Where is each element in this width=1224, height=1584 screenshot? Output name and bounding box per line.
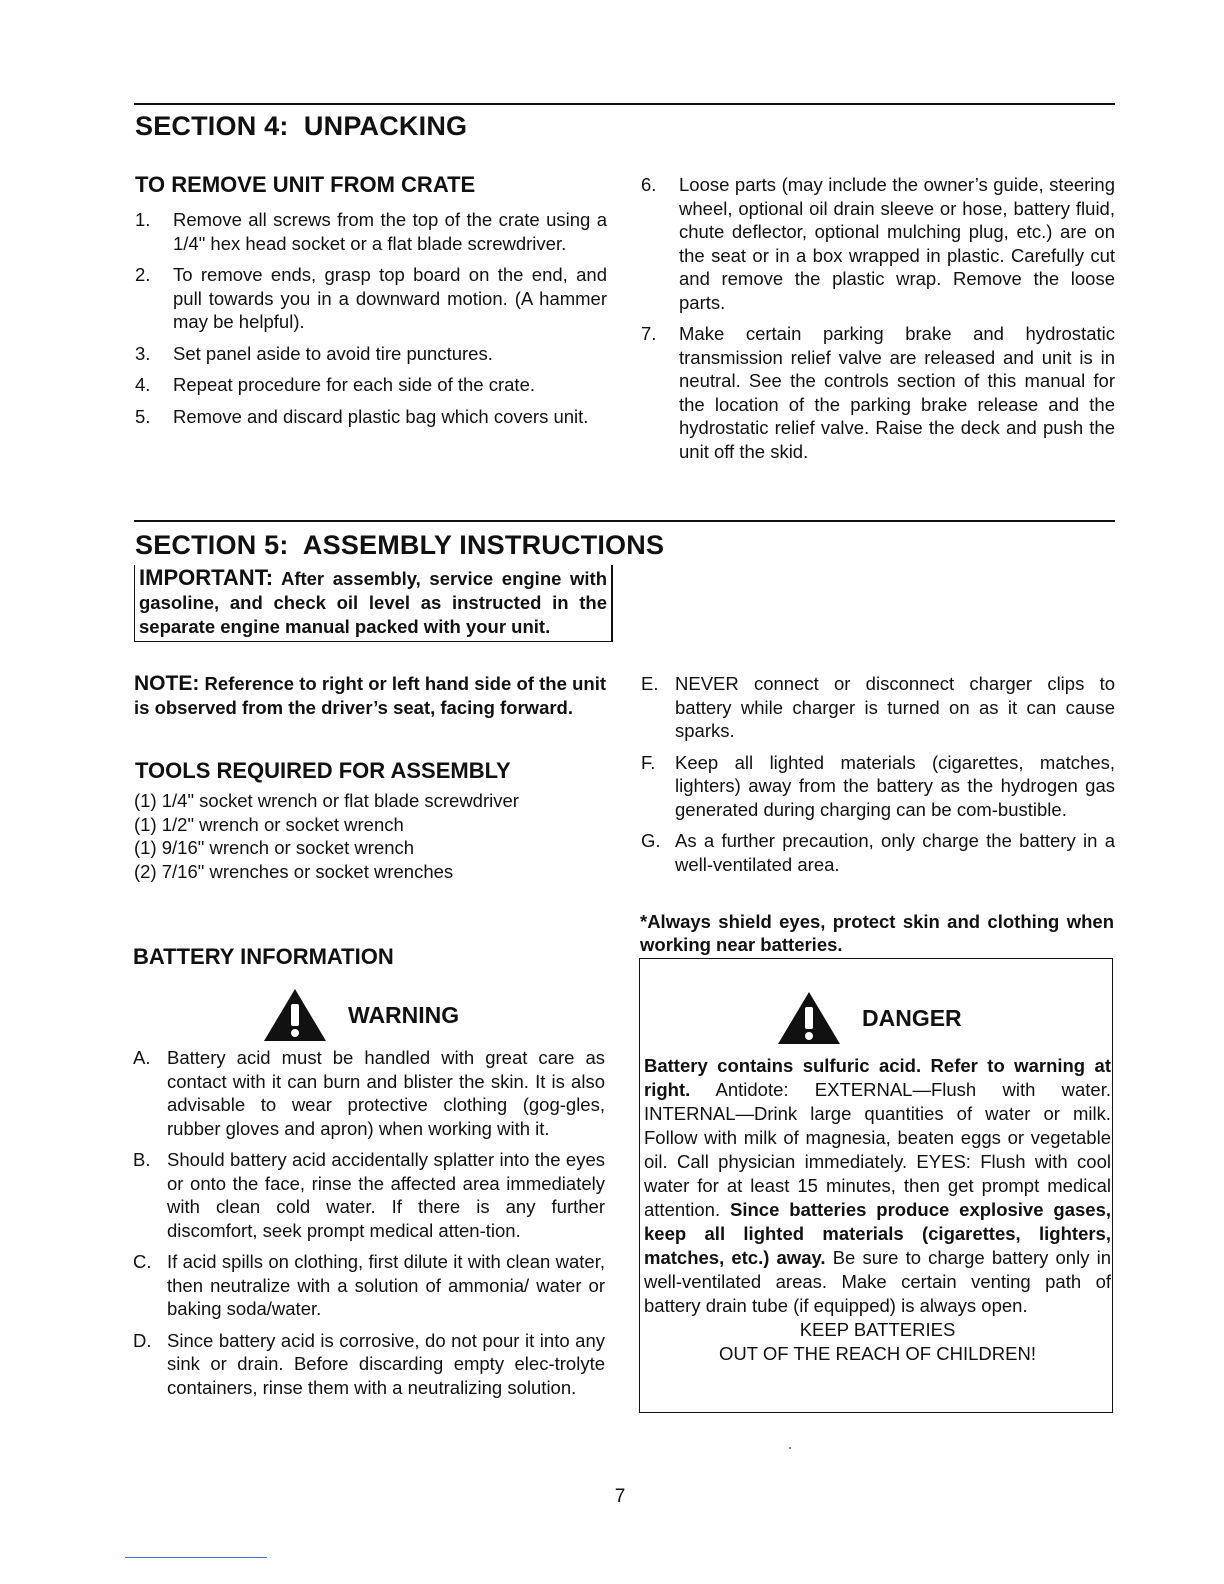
list-text: Since battery acid is corrosive, do not pour it into any sink or drain. Before discarding empty elec-trolyte containers, rinse them with a neutralizing solution. — [167, 1329, 605, 1398]
list-marker: 1. — [135, 209, 151, 230]
list-marker: D. — [133, 1329, 152, 1351]
keep-line-2: OUT OF THE REACH OF CHILDREN! — [719, 1343, 1036, 1364]
warning-banner — [262, 987, 459, 1043]
list-marker: F. — [641, 751, 656, 773]
list-item — [135, 342, 607, 366]
list-marker: B. — [133, 1149, 151, 1170]
list-item — [133, 1329, 605, 1400]
tool-item: (2) 7/16" wrenches or socket wrenches — [134, 860, 454, 882]
tool-item: (1) 1/4" socket wrench or flat blade screwdriver — [134, 790, 519, 811]
section4-title: SECTION 4: UNPACKING — [135, 111, 468, 141]
battery-items-right — [641, 672, 1115, 884]
danger-text — [644, 1054, 1111, 1366]
always-shield-notice: *Always shield eyes, protect skin and clothing when working near batteries. — [640, 911, 1114, 955]
list-item — [641, 173, 1115, 314]
section5-title: SECTION 5: ASSEMBLY INSTRUCTIONS — [135, 530, 665, 560]
list-text: As a further precaution, only charge the battery in a well-ventilated area. — [675, 830, 1115, 875]
list-text: Repeat procedure for each side of the crate. — [173, 374, 535, 395]
stray-dot — [789, 1447, 791, 1449]
list-marker: 3. — [135, 342, 151, 364]
list-text: To remove ends, grasp top board on the end, and pull towards you in a downward motion. (A hammer may be helpful). — [173, 264, 607, 332]
list-item — [641, 322, 1115, 463]
list-marker: E. — [641, 673, 659, 694]
list-text: Remove and discard plastic bag which covers unit. — [173, 405, 589, 427]
list-item — [641, 672, 1115, 743]
list-item — [133, 1250, 605, 1321]
danger-bold-1: Battery contains sulfuric acid. Refer to warning at right. — [644, 1055, 1111, 1100]
note-text: Reference to right or left hand side of the unit is observed from the driver’s seat, facing forward. — [134, 673, 607, 718]
crate-steps-left — [135, 208, 607, 436]
tool-item: (1) 1/2" wrench or socket wrench — [134, 813, 404, 835]
danger-bold-2: Since batteries produce explosive gases, keep all lighted materials (cigarettes, lighters, matches, etc.) away. — [644, 1199, 1112, 1268]
list-item — [133, 1148, 605, 1242]
list-text: Remove all screws from the top of the crate using a 1/4" hex head socket or a flat blade screwdriver. — [173, 209, 607, 254]
list-marker: A. — [133, 1047, 151, 1068]
list-marker: 5. — [135, 405, 151, 427]
crate-heading: TO REMOVE UNIT FROM CRATE — [135, 172, 476, 197]
list-text: Battery acid must be handled with great care as contact with it can burn and blister the skin. It is also advisable to wear protective clothing (gog-gles, rubber gloves and apron) when working with it. — [167, 1047, 605, 1139]
list-item — [135, 263, 607, 334]
important-notice — [134, 565, 613, 642]
list-text: Loose parts (may include the owner’s guide, steering wheel, optional oil drain sleeve or hose, battery fluid, chute deflector, optional mulching plug, etc.) are on the seat or in a box wrapped in plastic. Carefully cut and remove the plastic wrap. Remove the loose parts. — [679, 174, 1115, 313]
list-item — [135, 405, 607, 429]
tool-item: (1) 9/16" wrench or socket wrench — [134, 837, 415, 858]
footer-line — [125, 1557, 267, 1558]
list-text: Make certain parking brake and hydrostatic transmission relief valve are released and unit is in neutral. See the controls section of this manual for the location of the parking brake release and the hydrostatic relief valve. Raise the deck and push the unit off the skid. — [679, 323, 1115, 462]
list-marker: 2. — [135, 264, 151, 285]
list-marker: 7. — [641, 323, 657, 344]
danger-text-2: Be sure to charge battery only in well-ventilated areas. Make certain venting path of battery drain tube (if equipped) is always open. — [644, 1247, 1111, 1316]
tools-heading: TOOLS REQUIRED FOR ASSEMBLY — [135, 758, 511, 783]
list-text: Should battery acid accidentally splatter into the eyes or onto the face, rinse the affected area immediately with clean cold water. If there is any further discomfort, seek prompt medical atten-tion. — [167, 1149, 605, 1241]
list-text: Keep all lighted materials (cigarettes, matches, lighters) away from the battery as the hydrogen gas generated during charging can be com-bustible. — [675, 751, 1115, 820]
important-lead: IMPORTANT: — [139, 565, 274, 590]
page-number: 7 — [614, 1486, 626, 1507]
section5-rule — [134, 520, 1115, 522]
battery-items-left — [133, 1046, 605, 1407]
list-marker: C. — [133, 1251, 152, 1272]
list-item — [135, 208, 607, 255]
warning-label: WARNING — [348, 1001, 460, 1028]
danger-text-1: Antidote: EXTERNAL—Flush with water. INTERNAL—Drink large quantities of water or milk. Follow with milk of magnesia, beaten eggs or vegetable oil. Call physician immediately. EYES: Flush with cool water for at least 15 minutes, then get prompt medical attention. — [644, 1079, 1111, 1220]
list-item — [133, 1046, 605, 1140]
section4-rule — [134, 103, 1115, 105]
note-block — [134, 672, 606, 720]
list-item — [641, 829, 1115, 876]
battery-heading: BATTERY INFORMATION — [133, 944, 394, 969]
crate-steps-right — [641, 173, 1115, 471]
note-lead: NOTE: — [134, 672, 200, 695]
list-text: NEVER connect or disconnect charger clips to battery while charger is turned on as it can cause sparks. — [675, 673, 1115, 741]
keep-line-1: KEEP BATTERIES — [799, 1319, 956, 1340]
danger-triangle-icon — [776, 990, 842, 1046]
danger-banner — [776, 990, 962, 1046]
list-marker: 6. — [641, 174, 657, 195]
warning-triangle-icon — [262, 987, 328, 1043]
list-marker: 4. — [135, 374, 151, 395]
list-item — [641, 751, 1115, 822]
list-marker: G. — [641, 830, 661, 851]
important-text: After assembly, service engine with gasoline, and check oil level as instructed in the separate engine manual packed with your unit. — [139, 568, 607, 637]
list-text: Set panel aside to avoid tire punctures. — [173, 342, 493, 364]
list-item — [135, 373, 607, 397]
danger-label: DANGER — [862, 1004, 962, 1031]
tools-list — [134, 789, 519, 883]
list-text: If acid spills on clothing, first dilute it with clean water, then neutralize with a solution of ammonia/ water or baking soda/water. — [167, 1251, 605, 1319]
